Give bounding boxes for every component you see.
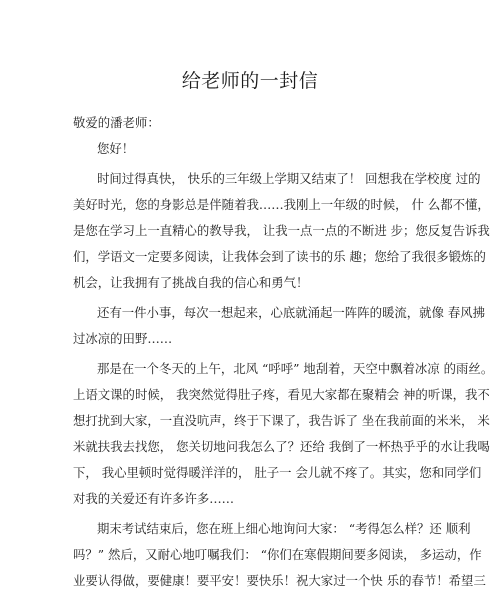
letter-body (73, 110, 494, 594)
greeting: 您好！ (97, 141, 135, 156)
paragraph-line: 吗？” 然后，又耐心地叮嘱我们： “你们在寒假期间要多阅读， 多运动，作 (73, 547, 482, 562)
paragraph-line: 下， 我心里顿时觉得暖洋洋的， 肚子一 会儿就不疼了。其实，您和同学们 (73, 465, 482, 480)
paragraph-line: 机会，让我拥有了挑战自我的信心和勇气！ (73, 275, 309, 290)
paragraph-line: 想打扰到大家，一直没吭声，终于下课了，我告诉了 坐在我前面的米米， 米 (73, 413, 490, 428)
paragraph-line: 期末考试结束后，您在班上细心地询问大家： “考得怎么样？还 顺利 (97, 521, 471, 536)
salutation: 敬爱的潘老师： (73, 115, 160, 130)
paragraph-line: 对我的关爱还有许多许多…… (73, 491, 235, 506)
paragraph-line: 业要认得做，要健康！要平安！要快乐！祝大家过一个快 乐的春节！希望三 (73, 573, 486, 588)
paragraph-line: 那是在一个冬天的上午，北风 “呼呼” 地刮着，天空中飘着冰凉 的雨丝。 (97, 361, 494, 376)
paragraph-line: 时间过得真快， 快乐的三年级上学期又结束了！ 回想我在学校度 过的 (97, 171, 481, 186)
letter-title: 给老师的一封信 (181, 70, 319, 92)
paragraph-line: 美好时光，您的身影总是伴随着我……我刚上一年级的时候， 什 么都不懂， (73, 197, 490, 212)
paragraph-line: 们，学语文一定要多阅读，让我体会到了读书的乐 趣；您给了我很多锻炼的 (73, 249, 486, 264)
paragraph-line: 米就扶我去找您， 您关切地问我怎么了？还给 我倒了一杯热乎乎的水让我喝 (73, 439, 490, 454)
paragraph-line: 过冰凉的田野…… (73, 331, 173, 346)
paragraph-line: 是您在学习上一直精心的教导我， 让我一点一点的不断进 步；您反复告诉我 (73, 223, 490, 238)
paragraph-line: 还有一件小事，每次一想起来，心底就涌起一阵阵的暖流，就像 春风拂 (97, 305, 486, 320)
paragraph-line: 上语文课的时候， 我突然觉得肚子疼，看见大家都在聚精会 神的听课，我不 (73, 387, 490, 402)
